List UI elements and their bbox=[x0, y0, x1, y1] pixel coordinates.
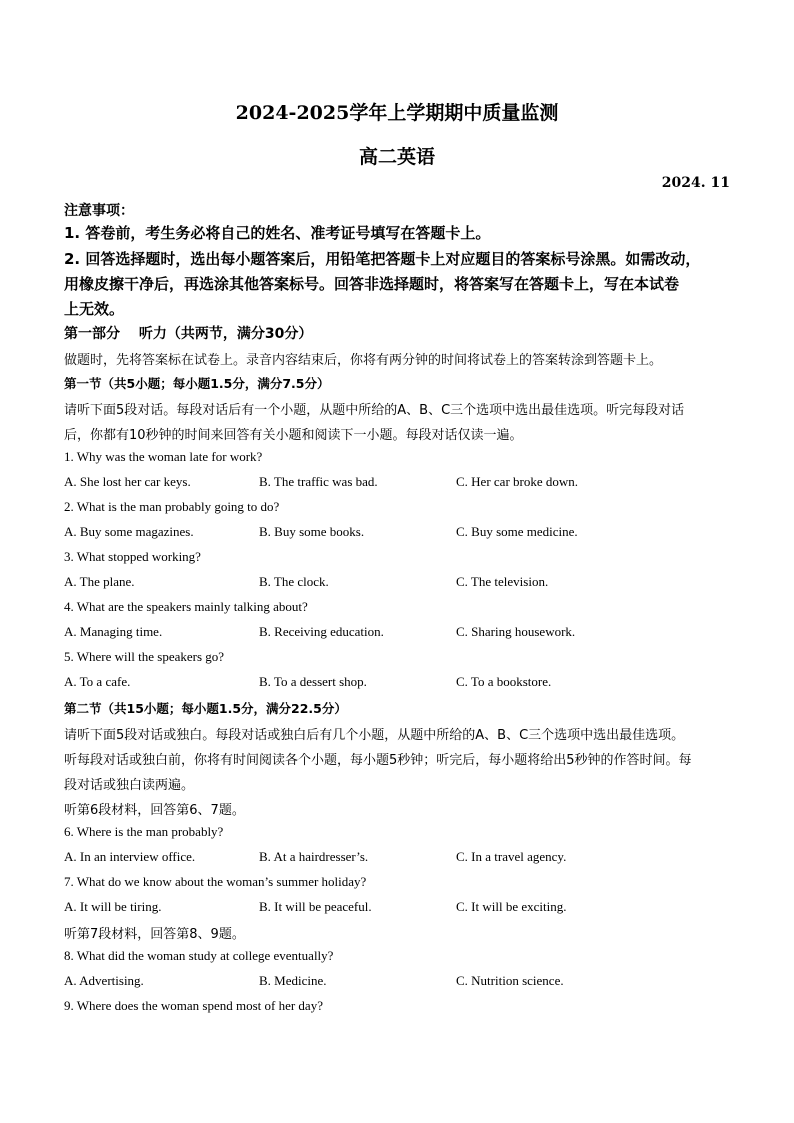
q4-option-c: C. Sharing housework. bbox=[456, 624, 576, 639]
q3-option-a: A. The plane. bbox=[64, 574, 135, 589]
section1-instructions-1: 请听下面5段对话。每段对话后有一个小题，从题中所给的A、B、C三个选项中选出最佳选项。听完每段对话 bbox=[64, 403, 685, 418]
q5-option-c: C. To a bookstore. bbox=[456, 674, 552, 689]
q6-option-a: A. In an interview office. bbox=[64, 849, 196, 864]
part1-heading: 第一部分 听力（共两节，满分30分） bbox=[64, 326, 313, 342]
q3-option-b: B. The clock. bbox=[259, 574, 329, 589]
notice-item-2: 2. 回答选择题时，选出每小题答案后，用铅笔把答题卡上对应题目的答案标号涂黑。如需改动， bbox=[64, 250, 701, 268]
q6-option-c: C. In a travel agency. bbox=[456, 849, 567, 864]
exam-title: 2024-2025学年上学期期中质量监测 bbox=[235, 102, 559, 124]
q2-option-a: A. Buy some magazines. bbox=[64, 524, 194, 539]
material-7-label: 听第7段材料，回答第8、9题。 bbox=[64, 927, 245, 942]
question-5: 5. Where will the speakers go? bbox=[64, 649, 225, 664]
q7-option-c: C. It will be exciting. bbox=[456, 899, 567, 914]
q4-option-b: B. Receiving education. bbox=[259, 624, 384, 639]
question-7: 7. What do we know about the woman’s summer holiday? bbox=[64, 874, 367, 889]
section1-instructions-2: 后，你都有10秒钟的时间来回答有关小题和阅读下一小题。每段对话仅读一遍。 bbox=[64, 428, 523, 443]
notice-item-2-end: 上无效。 bbox=[64, 300, 125, 318]
q6-option-b: B. At a hairdresser’s. bbox=[259, 849, 369, 864]
q7-option-a: A. It will be tiring. bbox=[64, 899, 162, 914]
question-8: 8. What did the woman study at college eventually? bbox=[64, 948, 334, 963]
section2-heading: 第二节（共15小题；每小题1.5分，满分22.5分） bbox=[64, 701, 347, 716]
q4-option-a: A. Managing time. bbox=[64, 624, 163, 639]
section2-instructions-2: 听每段对话或独白前，你将有时间阅读各个小题，每小题5秒钟；听完后，每小题将给出5秒钟的作答时间。每 bbox=[64, 753, 692, 768]
material-6-label: 听第6段材料，回答第6、7题。 bbox=[64, 803, 245, 818]
question-6: 6. Where is the man probably? bbox=[64, 824, 224, 839]
part1-intro: 做题时，先将答案标在试卷上。录音内容结束后，你将有两分钟的时间将试卷上的答案转涂到答题卡上。 bbox=[64, 353, 663, 368]
notice-item-2-cont: 用橡皮擦干净后，再选涂其他答案标号。回答非选择题时，将答案写在答题卡上，写在本试卷 bbox=[64, 275, 680, 293]
q7-option-b: B. It will be peaceful. bbox=[259, 899, 372, 914]
q2-option-b: B. Buy some books. bbox=[259, 524, 365, 539]
q5-option-b: B. To a dessert shop. bbox=[259, 674, 367, 689]
exam-date: 2024. 11 bbox=[661, 175, 730, 191]
q2-option-c: C. Buy some medicine. bbox=[456, 524, 578, 539]
question-1: 1. Why was the woman late for work? bbox=[64, 449, 263, 464]
q8-option-b: B. Medicine. bbox=[259, 973, 327, 988]
notice-heading: 注意事项： bbox=[64, 203, 134, 219]
q1-option-c: C. Her car broke down. bbox=[456, 474, 579, 489]
q5-option-a: A. To a cafe. bbox=[64, 674, 131, 689]
q1-option-a: A. She lost her car keys. bbox=[64, 474, 191, 489]
section2-instructions-1: 请听下面5段对话或独白。每段对话或独白后有几个小题，从题中所给的A、B、C三个选项中选出最佳选项。 bbox=[64, 728, 685, 743]
question-3: 3. What stopped working? bbox=[64, 549, 201, 564]
notice-item-1: 1. 答卷前，考生务必将自己的姓名、准考证号填写在答题卡上。 bbox=[64, 224, 491, 242]
section2-instructions-3: 段对话或独白读两遍。 bbox=[64, 778, 195, 793]
q1-option-b: B. The traffic was bad. bbox=[259, 474, 378, 489]
question-4: 4. What are the speakers mainly talking about? bbox=[64, 599, 308, 614]
section1-heading: 第一节（共5小题；每小题1.5分，满分7.5分） bbox=[64, 376, 330, 391]
q8-option-c: C. Nutrition science. bbox=[456, 973, 564, 988]
exam-subject: 高二英语 bbox=[358, 146, 435, 168]
q8-option-a: A. Advertising. bbox=[64, 973, 144, 988]
question-2: 2. What is the man probably going to do? bbox=[64, 499, 280, 514]
q3-option-c: C. The television. bbox=[456, 574, 549, 589]
question-9: 9. Where does the woman spend most of her day? bbox=[64, 998, 323, 1013]
